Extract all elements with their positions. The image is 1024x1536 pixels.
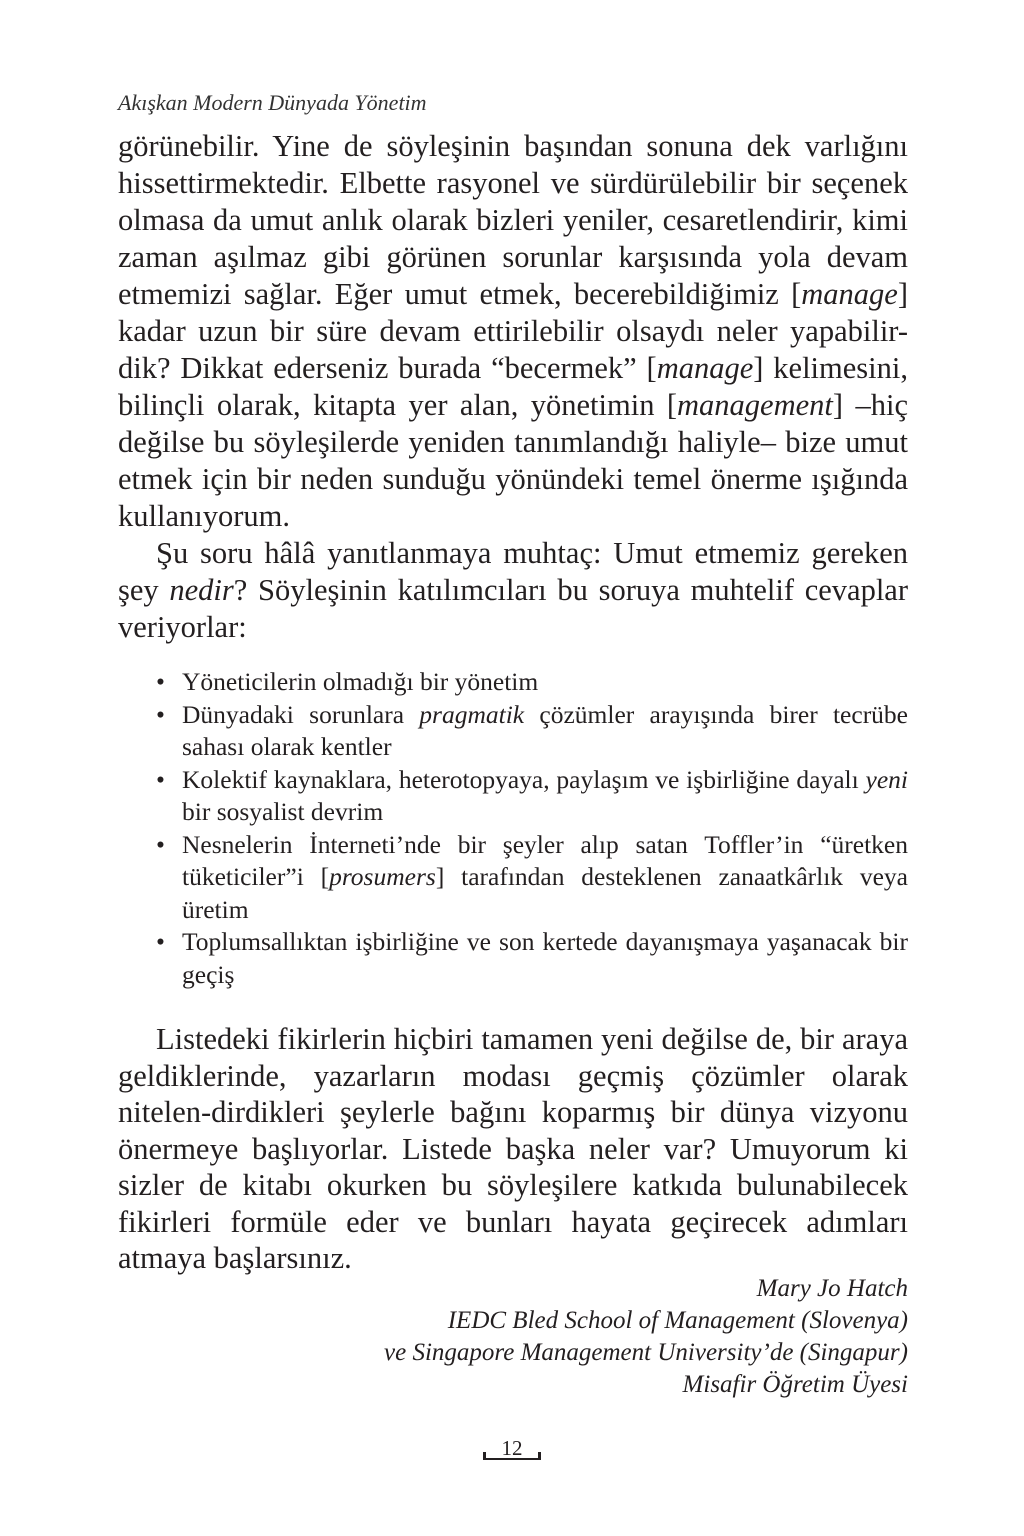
bullet-icon: • xyxy=(156,667,165,696)
author-title: Misafir Öğretim Üyesi xyxy=(682,1371,908,1398)
author-name: Mary Jo Hatch xyxy=(756,1275,908,1302)
answers-list xyxy=(150,666,908,991)
signature-block xyxy=(384,1273,908,1401)
bullet-icon: • xyxy=(156,927,165,956)
paragraph-3: Listedeki fikirlerin hiçbiri tamamen yeni değilse de, bir araya geldiklerinde, yazarların modası geçmiş çözümler olarak nitelen-dirdikleri şeylerle bağını koparmış bir dünya vizyonu önermeye başlıyorlar. Listede başka neler var? Umuyorum ki sizler de kitabı okurken bu söyleşilere katkıda bulunabilecek fikirleri formüle eder ve bunları hayata geçirecek adımları atmaya başlarsınız. xyxy=(118,1022,908,1275)
bullet-icon: • xyxy=(156,829,165,859)
paragraph-2-italic: nedir xyxy=(169,573,234,607)
list-item-text: Nesnelerin İnterneti’nde bir şeyler alıp satan Toffler’in “üretken tüketiciler”i [ xyxy=(182,829,908,891)
list-item-text: Toplumsallıktan işbirliğine ve son kertede dayanışmaya yaşanacak bir geçiş xyxy=(182,927,908,989)
paragraph-1-italic-b: manage xyxy=(656,351,754,385)
running-head: Akışkan Modern Dünyada Yönetim xyxy=(118,90,427,115)
paragraph-1 xyxy=(118,128,908,535)
list-item-text: ] tarafından desteklenen zanaatkârlık veya üretim xyxy=(182,862,908,924)
list-item-italic: pragmatik xyxy=(419,699,525,729)
paragraph-1-text-a: görünebilir. Yine de söyleşinin başından sonuna dek varlığını hissettirmektedir. Elbette rasyonel ve sürdürülebilir bir seçenek olmasa da umut anlık olarak bizleri yeniler, cesaretlendirir, kimi zaman aşılmaz gibi görünen sorunlar karşısında yola devam etmemizi sağlar. Eğer umut etmek, becerebildiğimiz [ xyxy=(118,129,908,311)
body-text xyxy=(118,128,908,646)
list-item-italic: prosumers xyxy=(329,862,436,891)
paragraph-2-text-a: Şu soru hâlâ yanıtlanmaya muhtaç: Umut etmemiz gereken şey xyxy=(118,536,908,607)
paragraph-1-text-d: ] –hiç değilse bu söyleşilerde yeniden tanımlandığı haliyle– bize umut etmek için bir neden sunduğu yönündeki temel önerme ışığında kullanıyorum. xyxy=(118,388,908,533)
list-item-text: Dünyadaki sorunlara xyxy=(182,699,420,729)
list-item-italic: yeni xyxy=(865,764,908,794)
author-affiliation-2: ve Singapore Management University’de (Singapur) xyxy=(384,1339,908,1366)
page-number: 12 xyxy=(483,1436,541,1460)
paragraph-1-italic-a: manage xyxy=(801,277,898,311)
bullet-icon: • xyxy=(156,699,165,729)
list-item-text: bir sosyalist devrim xyxy=(182,797,384,826)
paragraph-2-text-b: ? Söyleşinin katılımcıları bu soruya muhtelif cevaplar veriyorlar: xyxy=(118,573,908,644)
list-item xyxy=(150,666,908,699)
list-item xyxy=(150,699,908,764)
paragraph-2 xyxy=(118,535,908,646)
list-item-text: çözümler arayışında birer tecrübe sahası olarak kentler xyxy=(182,699,908,761)
bullet-icon: • xyxy=(156,764,165,794)
paragraph-1-text-c: ] kelimesini, bilinçli olarak, kitapta yer alan, yönetimin [ xyxy=(118,351,908,422)
author-affiliation-1: IEDC Bled School of Management (Slovenya) xyxy=(447,1307,908,1334)
list-item xyxy=(150,764,908,829)
paragraph-1-italic-c: management xyxy=(677,388,833,422)
list-item-text: Kolektif kaynaklara, heterotopyaya, paylaşım ve işbirliğine dayalı xyxy=(182,764,866,794)
list-item xyxy=(150,926,908,991)
paragraph-1-text-b: ] kadar uzun bir süre devam ettirilebilir olsaydı neler yapabilir-dik? Dikkat ederseniz burada “becermek” [ xyxy=(118,277,908,385)
list-item-text: Yöneticilerin olmadığı bir yönetim xyxy=(182,667,539,696)
list-item xyxy=(150,829,908,927)
